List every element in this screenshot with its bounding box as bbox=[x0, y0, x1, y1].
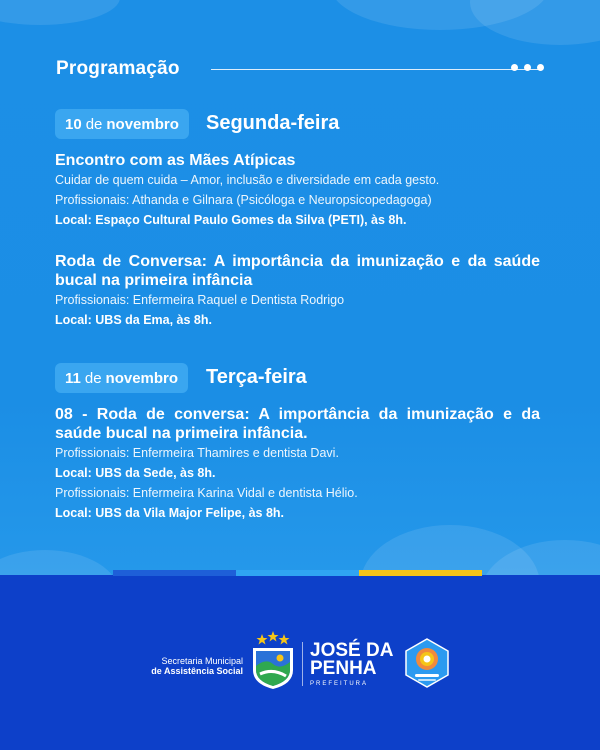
event-professionals: Profissionais: Enfermeira Karina Vidal e dentista Hélio. bbox=[55, 486, 358, 500]
date-number: 10 bbox=[65, 115, 82, 133]
event-location: Local: UBS da Sede, às 8h. bbox=[55, 466, 216, 480]
weekday-label: Segunda-feira bbox=[206, 112, 340, 134]
logo-separator bbox=[302, 642, 303, 686]
secretaria-line-2: de Assistência Social bbox=[151, 666, 243, 676]
event-title: Encontro com as Mães Atípicas bbox=[55, 152, 296, 169]
date-number: 11 bbox=[65, 369, 81, 387]
cloud-decoration bbox=[0, 550, 120, 575]
date-pill bbox=[55, 363, 188, 393]
event-3 bbox=[55, 405, 540, 523]
page-header bbox=[56, 56, 546, 84]
page-title: Programação bbox=[56, 58, 180, 79]
date-preposition: de bbox=[85, 115, 103, 133]
three-dots-icon bbox=[511, 64, 547, 74]
cloud-decoration bbox=[0, 0, 120, 25]
date-pill bbox=[55, 109, 189, 139]
city-name-line-1: JOSÉ DA bbox=[310, 640, 394, 661]
stripe-dark-blue bbox=[113, 570, 236, 576]
date-month: novembro bbox=[105, 369, 179, 387]
city-subtitle: PREFEITURA bbox=[310, 681, 369, 687]
cloud-decoration bbox=[470, 0, 600, 45]
header-divider bbox=[211, 69, 543, 70]
stripe-light-blue bbox=[236, 570, 359, 576]
event-2 bbox=[55, 252, 540, 330]
event-title: 08 - Roda de conversa: A importância da imunização e da saúde bucal na primeira infância. bbox=[55, 406, 540, 442]
city-logo bbox=[310, 642, 393, 688]
event-professionals: Profissionais: Athanda e Gilnara (Psicóloga e Neuropsicopedagoga) bbox=[55, 193, 432, 207]
weekday-label: Terça-feira bbox=[206, 366, 307, 388]
event-professionals: Profissionais: Enfermeira Thamires e dentista Davi. bbox=[55, 446, 339, 460]
event-location: Local: UBS da Vila Major Felipe, às 8h. bbox=[55, 506, 285, 520]
date-preposition: de bbox=[84, 369, 102, 387]
footer-logos bbox=[0, 630, 600, 690]
city-name-line-2: PENHA bbox=[310, 658, 377, 679]
selo-unicef-icon bbox=[402, 638, 452, 688]
event-professionals: Profissionais: Enfermeira Raquel e Dentista Rodrigo bbox=[55, 293, 345, 307]
secretaria-logo-text bbox=[148, 656, 243, 676]
secretaria-line-1: Secretaria Municipal bbox=[161, 656, 243, 666]
event-title: Roda de Conversa: A importância da imunização e da saúde bucal na primeira infância bbox=[55, 253, 540, 289]
event-description: Cuidar de quem cuida – Amor, inclusão e diversidade em cada gesto. bbox=[55, 173, 440, 187]
municipal-crest-icon bbox=[250, 630, 296, 690]
date-month: novembro bbox=[106, 115, 179, 133]
stripe-yellow bbox=[359, 570, 482, 576]
event-location: Local: UBS da Ema, às 8h. bbox=[55, 313, 212, 327]
event-1 bbox=[55, 151, 540, 230]
event-location: Local: Espaço Cultural Paulo Gomes da Silva (PETI), às 8h. bbox=[55, 213, 407, 227]
